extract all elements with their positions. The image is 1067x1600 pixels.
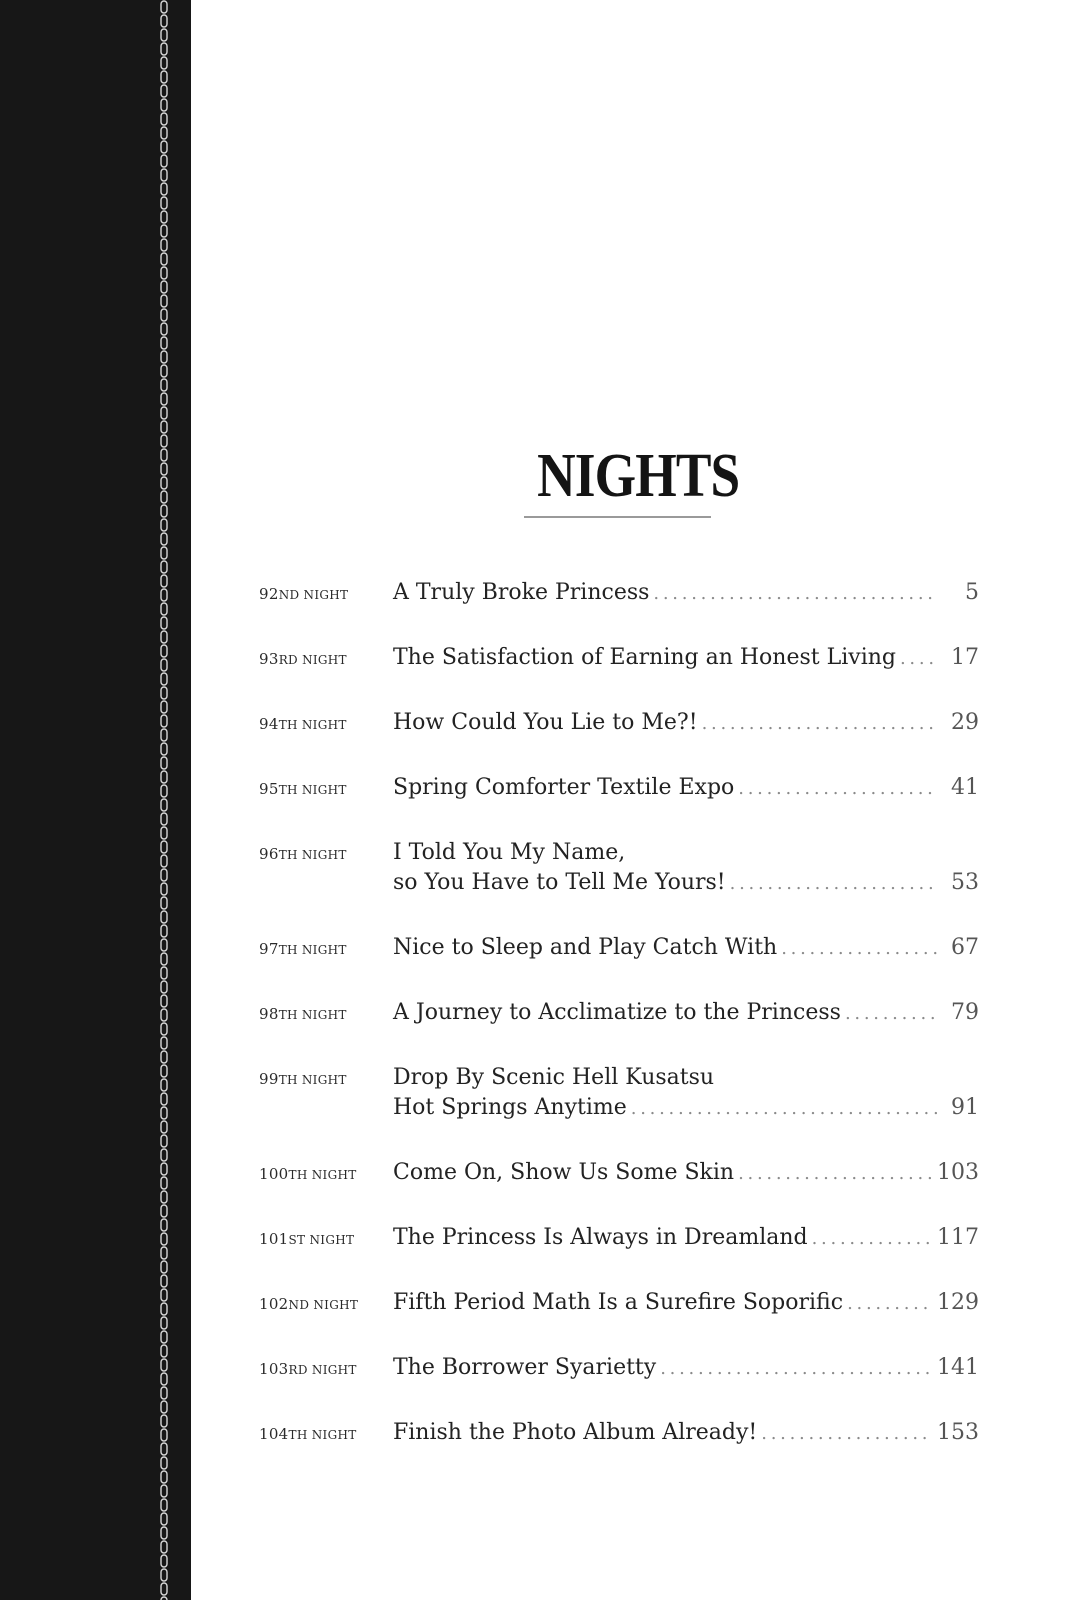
night-label (259, 1004, 347, 1025)
chapter-title-line (393, 578, 979, 609)
night-ordinal-suffix: ST (288, 1233, 306, 1247)
night-ordinal-suffix: ND (278, 588, 300, 602)
chapter-title-line (393, 1093, 979, 1124)
page-number: 17 (951, 645, 979, 670)
page-number: 79 (951, 1000, 979, 1025)
page-number: 53 (951, 870, 979, 895)
page-number: 5 (965, 580, 979, 605)
dot-leader (730, 869, 937, 899)
night-number: 93 (259, 650, 279, 668)
page-number: 91 (951, 1095, 979, 1120)
dot-leader (660, 1354, 931, 1384)
chapter-title-text: The Borrower Syarietty (393, 1355, 657, 1380)
chapter-title-text: Come On, Show Us Some Skin (393, 1160, 735, 1185)
page-number: 41 (951, 775, 979, 800)
chapter-title-text: Nice to Sleep and Play Catch With (393, 935, 778, 960)
night-word: NIGHT (297, 943, 347, 957)
chapter-title-line (393, 1418, 979, 1449)
night-number: 94 (259, 715, 279, 733)
chapter-title-line (393, 1063, 979, 1093)
night-number: 102 (259, 1295, 289, 1313)
chapter-title-text: Hot Springs Anytime (393, 1095, 627, 1120)
chapter-title (393, 773, 979, 804)
page-number: 117 (937, 1225, 979, 1250)
chapter-title-text: Spring Comforter Textile Expo (393, 775, 735, 800)
night-number: 95 (259, 780, 279, 798)
night-word: NIGHT (305, 1233, 355, 1247)
chapter-title-text: so You Have to Tell Me Yours! (393, 870, 726, 895)
night-number: 101 (259, 1230, 289, 1248)
dot-leader (631, 1094, 937, 1124)
chapter-title-text: The Satisfaction of Earning an Honest Living (393, 645, 896, 670)
night-word: NIGHT (297, 848, 347, 862)
chapter-title (393, 643, 979, 674)
night-label (259, 1164, 357, 1185)
night-word: NIGHT (297, 718, 347, 732)
night-label (259, 844, 347, 865)
chapter-title-text: The Princess Is Always in Dreamland (393, 1225, 808, 1250)
night-ordinal-suffix: TH (288, 1428, 308, 1442)
chapter-title (393, 933, 979, 964)
night-label (259, 714, 347, 735)
night-number: 96 (259, 845, 279, 863)
night-label (259, 779, 347, 800)
chapter-title-text: A Journey to Acclimatize to the Princess (393, 1000, 841, 1025)
night-label (259, 584, 348, 605)
chapter-title-line (393, 643, 979, 674)
chapter-title-line (393, 1353, 979, 1384)
chapter-title (393, 1418, 979, 1449)
night-label (259, 1229, 354, 1250)
night-label (259, 1424, 357, 1445)
page-number: 153 (937, 1420, 979, 1445)
night-ordinal-suffix: TH (288, 1168, 308, 1182)
dot-leader (812, 1224, 931, 1254)
night-word: NIGHT (297, 783, 347, 797)
chapter-title-line (393, 708, 979, 739)
chapter-title (393, 708, 979, 739)
night-label (259, 939, 347, 960)
dot-leader (761, 1419, 931, 1449)
page-number: 103 (937, 1160, 979, 1185)
night-label (259, 1069, 347, 1090)
night-number: 98 (259, 1005, 279, 1023)
night-word: NIGHT (309, 1298, 359, 1312)
dot-leader (847, 1289, 931, 1319)
chapter-title-line (393, 1288, 979, 1319)
night-ordinal-suffix: TH (278, 943, 298, 957)
chapter-title (393, 578, 979, 609)
chapter-title (393, 1353, 979, 1384)
night-number: 104 (259, 1425, 289, 1443)
night-number: 92 (259, 585, 279, 603)
chapter-title-text: I Told You My Name, (393, 840, 626, 865)
chapter-title (393, 1223, 979, 1254)
night-ordinal-suffix: TH (278, 718, 298, 732)
chapter-title-text: How Could You Lie to Me?! (393, 710, 698, 735)
chapter-title (393, 1288, 979, 1319)
night-ordinal-suffix: RD (278, 653, 298, 667)
page-title: NIGHTS (537, 442, 740, 510)
dot-leader (702, 709, 937, 739)
page-number: 141 (937, 1355, 979, 1380)
chapter-title-text: Fifth Period Math Is a Surefire Soporific (393, 1290, 844, 1315)
night-word: NIGHT (299, 588, 349, 602)
night-word: NIGHT (297, 1008, 347, 1022)
dot-leader (738, 774, 937, 804)
chapter-title (393, 1063, 979, 1124)
night-label (259, 649, 347, 670)
night-word: NIGHT (307, 1363, 357, 1377)
night-ordinal-suffix: RD (288, 1363, 308, 1377)
night-number: 97 (259, 940, 279, 958)
dot-leader (738, 1159, 931, 1189)
dot-leader (845, 999, 937, 1029)
page-number: 29 (951, 710, 979, 735)
night-number: 103 (259, 1360, 289, 1378)
chapter-title-line (393, 773, 979, 804)
chapter-title-line (393, 998, 979, 1029)
chapter-title-line (393, 1158, 979, 1189)
night-label (259, 1294, 358, 1315)
night-word: NIGHT (297, 653, 347, 667)
night-number: 99 (259, 1070, 279, 1088)
chapter-title-line (393, 838, 979, 868)
dot-leader (781, 934, 937, 964)
night-number: 100 (259, 1165, 289, 1183)
chapter-title-line (393, 868, 979, 899)
chapter-title-text: A Truly Broke Princess (393, 580, 650, 605)
chapter-title-text: Drop By Scenic Hell Kusatsu (393, 1065, 715, 1090)
chapter-title-line (393, 933, 979, 964)
page-number: 129 (937, 1290, 979, 1315)
night-label (259, 1359, 357, 1380)
night-word: NIGHT (307, 1428, 357, 1442)
dot-leader (900, 644, 937, 674)
chapter-title-text: Finish the Photo Album Already! (393, 1420, 758, 1445)
night-ordinal-suffix: TH (278, 783, 298, 797)
chapter-title-line (393, 1223, 979, 1254)
chapter-title (393, 998, 979, 1029)
chapter-title (393, 838, 979, 899)
chain-decoration (158, 0, 170, 1600)
chapter-title (393, 1158, 979, 1189)
page-number: 67 (951, 935, 979, 960)
night-ordinal-suffix: ND (288, 1298, 310, 1312)
night-word: NIGHT (307, 1168, 357, 1182)
night-ordinal-suffix: TH (278, 848, 298, 862)
table-of-contents (259, 0, 979, 1600)
dot-leader (653, 579, 937, 609)
night-ordinal-suffix: TH (278, 1008, 298, 1022)
night-ordinal-suffix: TH (278, 1073, 298, 1087)
night-word: NIGHT (297, 1073, 347, 1087)
